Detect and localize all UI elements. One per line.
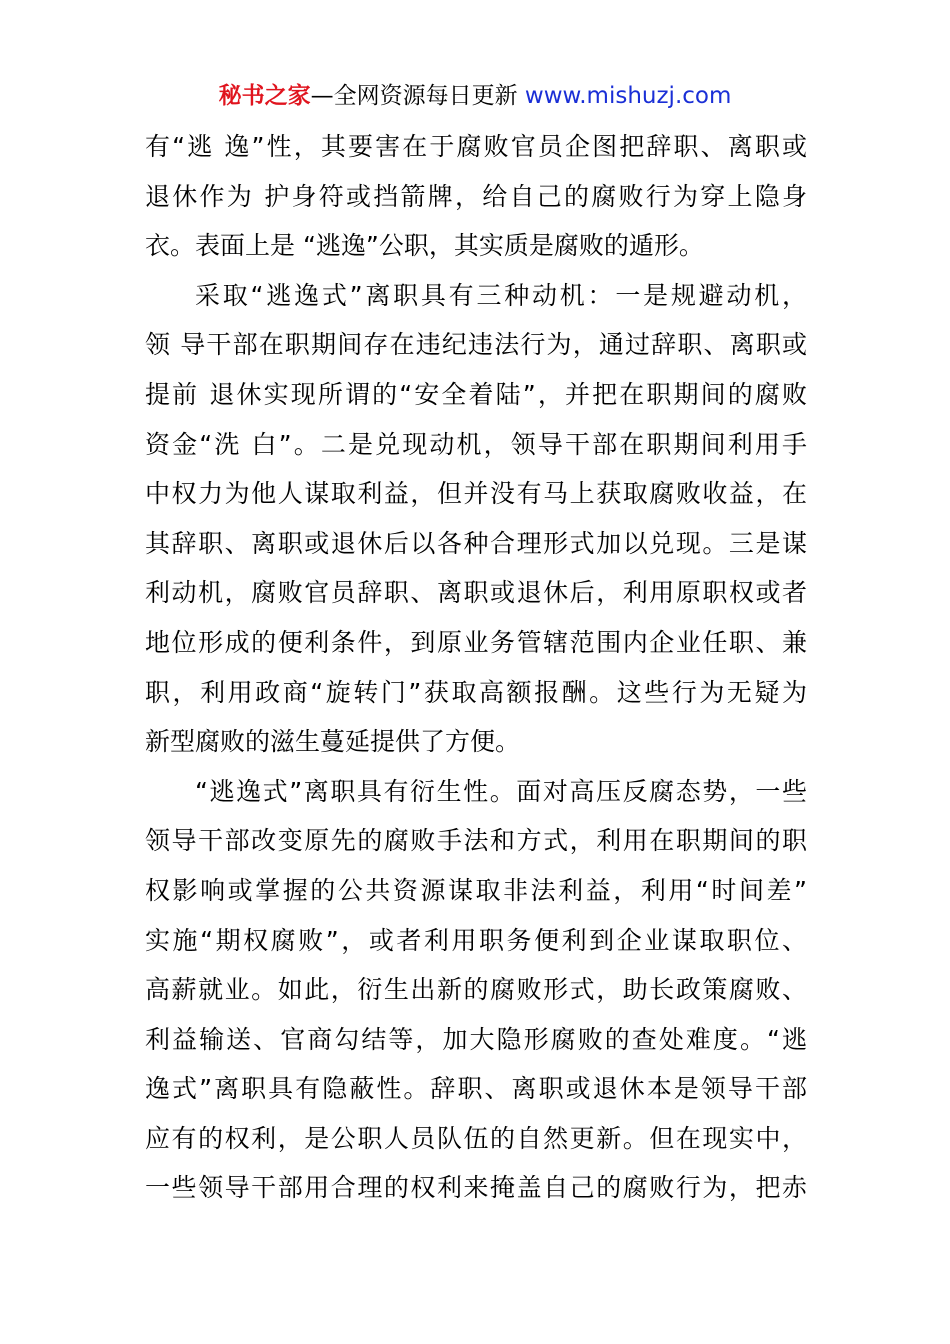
- text-line: 其辞职、离职或退休后以各种合理形式加以兑现。三是谋: [145, 528, 807, 558]
- text-line: 衣。表面上是 “逃逸”公职，其实质是腐败的遁形。: [145, 231, 704, 261]
- text-line: 利益输送、官商勾结等，加大隐形腐败的查处难度。“逃: [145, 1024, 807, 1054]
- text-line: 地位形成的便利条件，到原业务管辖范围内企业任职、兼: [145, 627, 807, 657]
- page-header: [0, 78, 950, 114]
- text-line: “逃逸式”离职具有衍生性。面对高压反腐态势，一些: [195, 776, 807, 806]
- article-body: [145, 122, 807, 1213]
- text-line: 领导干部改变原先的腐败手法和方式，利用在职期间的职: [145, 826, 807, 856]
- text-line: 领 导干部在职期间存在违纪违法行为，通过辞职、离职或: [145, 330, 807, 360]
- text-line: 新型腐败的滋生蔓延提供了方便。: [145, 727, 521, 757]
- text-line: 应有的权利，是公职人员队伍的自然更新。但在现实中，: [145, 1123, 807, 1153]
- header-url-link[interactable]: www.mishuzj.com: [524, 83, 732, 109]
- text-line: 实施“期权腐败”，或者利用职务便利到企业谋取职位、: [145, 925, 807, 955]
- header-separator: —: [310, 83, 334, 109]
- text-line: 提前 退休实现所谓的“安全着陆”，并把在职期间的腐败: [145, 379, 807, 409]
- brand-name: 秘书之家: [218, 83, 311, 109]
- header-tagline: 全网资源每日更新: [333, 83, 518, 109]
- text-line: 有“逃 逸”性，其要害在于腐败官员企图把辞职、离职或: [145, 132, 807, 161]
- text-line: 一些领导干部用合理的权利来掩盖自己的腐败行为，把赤: [145, 1173, 807, 1203]
- text-line: 中权力为他人谋取利益，但并没有马上获取腐败收益，在: [145, 479, 807, 509]
- text-line: 利动机，腐败官员辞职、离职或退休后，利用原职权或者: [145, 578, 807, 608]
- text-line: 高薪就业。如此，衍生出新的腐败形式，助长政策腐败、: [145, 975, 807, 1005]
- text-line: 逸式”离职具有隐蔽性。辞职、离职或退休本是领导干部: [145, 1074, 807, 1104]
- text-line: 退休作为 护身符或挡箭牌，给自己的腐败行为穿上隐身: [145, 181, 807, 211]
- text-line: 职，利用政商“旋转门”获取高额报酬。这些行为无疑为: [145, 677, 807, 707]
- text-line: 资金“洗 白”。二是兑现动机，领导干部在职期间利用手: [145, 429, 807, 459]
- text-line: 权影响或掌握的公共资源谋取非法利益，利用“时间差”: [145, 875, 807, 905]
- text-line: 采取“逃逸式”离职具有三种动机：一是规避动机，: [195, 280, 807, 310]
